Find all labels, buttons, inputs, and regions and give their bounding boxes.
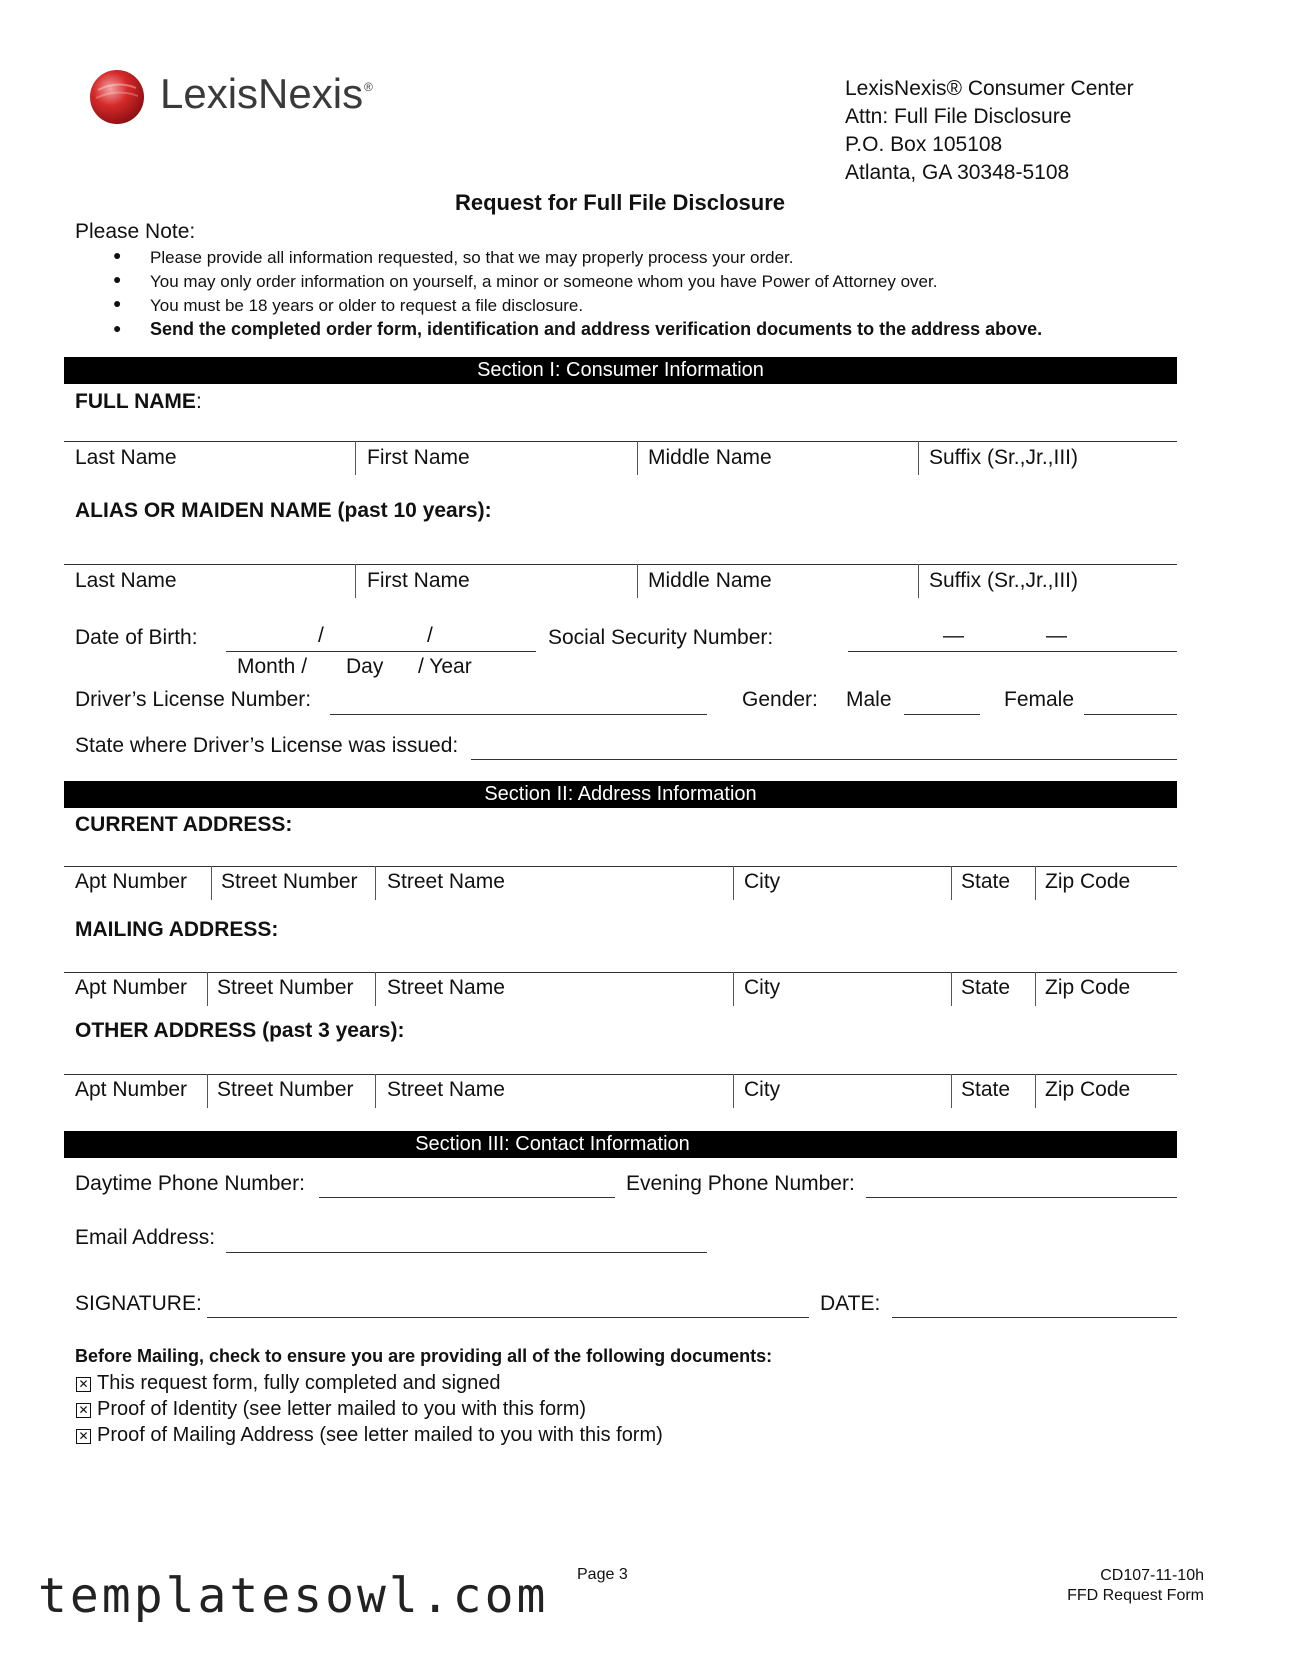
checkbox-checked-icon[interactable]: ✕ <box>76 1429 91 1444</box>
address-line-3: P.O. Box 105108 <box>845 133 1003 156</box>
state-label: State <box>961 870 1011 893</box>
section-2-header: Section II: Address Information <box>64 781 1177 808</box>
alias-suffix-label: Suffix (Sr.,Jr.,III) <box>929 569 1078 592</box>
gender-male-label: Male <box>846 688 892 711</box>
drivers-license-input-line[interactable] <box>330 714 707 715</box>
street-name-label: Street Name <box>387 870 505 893</box>
divider <box>918 441 919 475</box>
divider <box>211 866 212 900</box>
zip-code-label: Zip Code <box>1045 976 1131 999</box>
city-label: City <box>744 870 781 893</box>
divider <box>951 1074 952 1108</box>
checklist-item <box>76 1398 586 1421</box>
other-address-input-line[interactable] <box>64 1074 1177 1075</box>
note-heading: Please Note: <box>75 220 196 243</box>
note-item: You must be 18 years or older to request a file disclosure. <box>150 296 584 315</box>
dl-state-label: State where Driver’s License was issued: <box>75 734 459 757</box>
middle-name-field-label: Middle Name <box>648 446 772 469</box>
logo-globe-icon <box>88 68 146 126</box>
state-label: State <box>961 976 1011 999</box>
section-1-header: Section I: Consumer Information <box>64 357 1177 384</box>
alias-last-name-label: Last Name <box>75 569 177 592</box>
section-3-header <box>64 1131 1177 1158</box>
gender-label: Gender: <box>742 688 818 711</box>
dob-slash: / <box>318 624 324 647</box>
date-input-line[interactable] <box>892 1317 1177 1318</box>
last-name-field-label: Last Name <box>75 446 177 469</box>
mailing-address-label: MAILING ADDRESS: <box>75 918 279 941</box>
zip-code-label: Zip Code <box>1045 870 1131 893</box>
address-line-1: LexisNexis® Consumer Center <box>845 77 1134 100</box>
address-line-4: Atlanta, GA 30348-5108 <box>845 161 1070 184</box>
state-label: State <box>961 1078 1011 1101</box>
suffix-field-label: Suffix (Sr.,Jr.,III) <box>929 446 1078 469</box>
divider <box>355 441 356 475</box>
evening-phone-label: Evening Phone Number: <box>626 1172 855 1195</box>
street-name-label: Street Name <box>387 1078 505 1101</box>
divider <box>207 1074 208 1108</box>
divider <box>733 866 734 900</box>
full-name-label: FULL NAME: <box>75 390 202 413</box>
checkbox-checked-icon[interactable]: ✕ <box>76 1377 91 1392</box>
checklist-item-text: Proof of Mailing Address (see letter mailed to you with this form) <box>97 1424 663 1446</box>
divider <box>1035 866 1036 900</box>
mailing-address-block <box>845 75 1134 187</box>
street-number-label: Street Number <box>217 1078 354 1101</box>
ssn-dash: — <box>943 624 964 647</box>
city-label: City <box>744 976 781 999</box>
city-label: City <box>744 1078 781 1101</box>
street-number-label: Street Number <box>217 976 354 999</box>
dob-year-label: / Year <box>418 655 472 678</box>
checklist-item <box>76 1424 663 1447</box>
bullet-icon: ● <box>113 247 122 263</box>
signature-label: SIGNATURE: <box>75 1292 202 1315</box>
gender-female-label: Female <box>1004 688 1075 711</box>
address-line-2: Attn: Full File Disclosure <box>845 105 1072 128</box>
form-code-block <box>1067 1566 1204 1606</box>
bullet-icon: ● <box>113 320 122 336</box>
divider <box>375 1074 376 1108</box>
divider <box>733 1074 734 1108</box>
email-input-line[interactable] <box>226 1252 707 1253</box>
dob-label: Date of Birth: <box>75 626 198 649</box>
dob-slash: / <box>427 624 433 647</box>
logo <box>88 68 388 128</box>
full-name-input-line[interactable] <box>64 441 1177 442</box>
apt-number-label: Apt Number <box>75 976 188 999</box>
dob-input-line[interactable] <box>226 651 536 652</box>
mailing-address-input-line[interactable] <box>64 972 1177 973</box>
bullet-icon: ● <box>113 271 122 287</box>
page-title: Request for Full File Disclosure <box>454 190 786 215</box>
checklist-heading: Before Mailing, check to ensure you are providing all of the following documents: <box>75 1346 773 1366</box>
divider <box>733 972 734 1006</box>
divider <box>207 972 208 1006</box>
divider <box>1035 972 1036 1006</box>
divider <box>951 972 952 1006</box>
gender-male-input-line[interactable] <box>904 714 980 715</box>
form-name: FFD Request Form <box>1067 1587 1204 1604</box>
divider <box>951 866 952 900</box>
divider <box>637 564 638 598</box>
note-item: Please provide all information requested, so that we may properly process your order. <box>150 248 794 267</box>
logo-registered-mark: ® <box>364 80 373 94</box>
divider <box>918 564 919 598</box>
first-name-field-label: First Name <box>367 446 470 469</box>
alias-middle-name-label: Middle Name <box>648 569 772 592</box>
alias-first-name-label: First Name <box>367 569 470 592</box>
evening-phone-input-line[interactable] <box>866 1197 1177 1198</box>
dl-state-input-line[interactable] <box>471 759 1177 760</box>
apt-number-label: Apt Number <box>75 870 188 893</box>
page-number: Page 3 <box>577 1566 628 1583</box>
divider <box>637 441 638 475</box>
apt-number-label: Apt Number <box>75 1078 188 1101</box>
email-label: Email Address: <box>75 1226 216 1249</box>
dob-month-label: Month / <box>237 655 308 678</box>
drivers-license-label: Driver’s License Number: <box>75 688 312 711</box>
checklist-item-text: Proof of Identity (see letter mailed to you with this form) <box>97 1398 587 1420</box>
current-address-input-line[interactable] <box>64 866 1177 867</box>
divider <box>1035 1074 1036 1108</box>
divider <box>375 866 376 900</box>
form-code: CD107-11-10h <box>1100 1567 1204 1584</box>
checklist-item-text: This request form, fully completed and signed <box>97 1372 501 1394</box>
gender-female-input-line[interactable] <box>1084 714 1177 715</box>
ssn-label: Social Security Number: <box>548 626 774 649</box>
alias-input-line[interactable] <box>64 564 1177 565</box>
date-label: DATE: <box>820 1292 881 1315</box>
alias-label: ALIAS OR MAIDEN NAME (past 10 years): <box>75 499 492 522</box>
bullet-icon: ● <box>113 295 122 311</box>
divider <box>375 972 376 1006</box>
watermark: templatesowl.com <box>38 1568 549 1624</box>
street-number-label: Street Number <box>221 870 358 893</box>
section-3-title: Section III: Contact Information <box>415 1133 690 1155</box>
checklist-item <box>76 1372 501 1395</box>
divider <box>355 564 356 598</box>
current-address-label: CURRENT ADDRESS: <box>75 813 293 836</box>
ssn-input-line[interactable] <box>848 651 1177 652</box>
note-item-emphasis: Send the completed order form, identification and address verification documents to the address above. <box>150 319 1043 339</box>
daytime-phone-input-line[interactable] <box>319 1197 615 1198</box>
ssn-dash: — <box>1046 624 1067 647</box>
other-address-label: OTHER ADDRESS (past 3 years): <box>75 1019 405 1042</box>
dob-day-label: Day <box>346 655 384 678</box>
checkbox-checked-icon[interactable]: ✕ <box>76 1403 91 1418</box>
note-item: You may only order information on yourself, a minor or someone whom you have Power of Attorney over. <box>150 272 938 291</box>
signature-input-line[interactable] <box>207 1317 809 1318</box>
zip-code-label: Zip Code <box>1045 1078 1131 1101</box>
daytime-phone-label: Daytime Phone Number: <box>75 1172 305 1195</box>
logo-wordmark: LexisNexis <box>160 70 364 117</box>
street-name-label: Street Name <box>387 976 505 999</box>
